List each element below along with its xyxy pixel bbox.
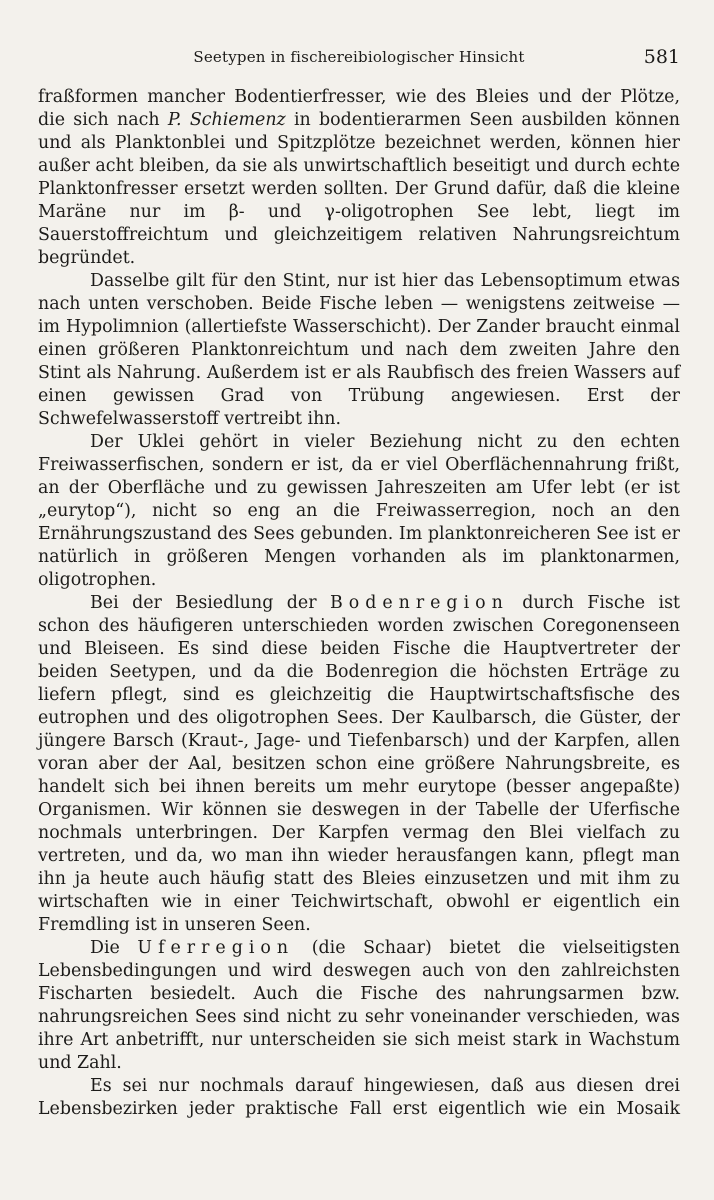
paragraph-5 bbox=[38, 937, 680, 1075]
paragraph-2: Dasselbe gilt für den Stint, nur ist hier das Lebensoptimum etwas nach unten verschoben. Beide Fische leben — wenigstens zeitweise — im Hypolimnion (allertiefste Wasserschicht). Der Zander braucht einmal einen größeren Planktonreichtum und nach dem zweiten Jahre den Stint als Nahrung. Außerdem ist er als Raubfisch des freien Wassers auf einen gewissen Grad von Trübung angewiesen. Erst der Schwefelwasserstoff vertreibt ihn. bbox=[38, 271, 680, 429]
paragraph-5-part-a: Die bbox=[90, 938, 138, 958]
term-uferregion: Uferregion bbox=[137, 938, 295, 958]
page-header bbox=[38, 40, 680, 70]
page-number: 581 bbox=[643, 46, 680, 68]
paragraph-4-part-b: durch Fische ist schon des häufigeren unterschieden worden zwischen Coregonenseen und Bleiseen. Es sind diese beiden Fische die Hauptvertreter der beiden Seetypen, und da die Bodenregion die höchsten Erträge zu liefern pflegt, sind es gleichzeitig die Hauptwirtschaftsfische des eutrophen und des oligotrophen Sees. Der Kaulbarsch, die Güster, der jüngere Barsch (Kraut-, Jage- und Tiefenbarsch) und der Karpfen, allen voran aber der Aal, besitzen schon eine größere Nahrungsbreite, es handelt sich bei ihnen bereits um mehr eurytope (besser angepaßte) Organismen. Wir können sie deswegen in der Tabelle der Uferfische nochmals unterbringen. Der Karpfen vermag den Blei vielfach zu vertreten, und da, wo man ihn wieder herausfangen kann, pflegt man ihn ja heute auch häufig statt des Bleies einzusetzen und mit ihm zu wirtschaften wie in einer Teichwirtschaft, obwohl er eigentlich ein Fremdling ist in unseren Seen. bbox=[38, 593, 680, 935]
paragraph-1-part-a: fraßformen mancher Bodentierfresser, wie des Bleies und der Plötze, die sich nach bbox=[38, 87, 680, 130]
paragraph-5-part-b: (die Schaar) bietet die vielseitigsten Lebensbedingungen und wird deswegen auch von den zahlreichsten Fischarten besiedelt. Auch die Fische des nahrungsarmen bzw. nahrungsreichen Sees sind nicht zu sehr voneinander verschieden, was ihre Art anbetrifft, nur unterscheiden sie sich meist stark in Wachstum und Zahl. bbox=[38, 938, 680, 1073]
author-name: P. Schiemenz bbox=[167, 110, 286, 130]
running-title: Seetypen in fischereibiologischer Hinsicht bbox=[193, 48, 525, 66]
paragraph-6: Es sei nur nochmals darauf hingewiesen, daß aus diesen drei Lebensbezirken jeder praktische Fall erst eigentlich wie ein Mosaik bbox=[38, 1076, 680, 1119]
paragraph-3: Der Uklei gehört in vieler Beziehung nicht zu den echten Freiwasserfischen, sondern er ist, da er viel Oberflächennahrung frißt, an der Oberfläche und zu gewissen Jahreszeiten am Ufer lebt (er ist „eurytop“), nicht so eng an die Freiwasserregion, noch an den Ernährungszustand des Sees gebunden. Im planktonreicheren See ist er natürlich in größeren Mengen vorhanden als im planktonarmen, oligotrophen. bbox=[38, 432, 680, 590]
paragraph-4-part-a: Bei der Besiedlung der bbox=[90, 593, 330, 613]
paragraph-4 bbox=[38, 592, 680, 937]
paragraph-1 bbox=[38, 86, 680, 270]
body-text bbox=[38, 86, 680, 1121]
paragraph-1-part-b: in bodentierarmen Seen ausbilden können und als Planktonblei und Spitzplötze bezeichnet werden, können hier außer acht bleiben, da sie als unwirtschaftlich beseitigt und durch echte Planktonfresser ersetzt werden sollten. Der Grund dafür, daß die kleine Maräne nur im β- und γ-oligotrophen See lebt, liegt im Sauerstoffreichtum und gleichzeitigem relativen Nahrungsreichtum begründet. bbox=[38, 110, 680, 268]
term-bodenregion: Bodenregion bbox=[329, 593, 509, 613]
